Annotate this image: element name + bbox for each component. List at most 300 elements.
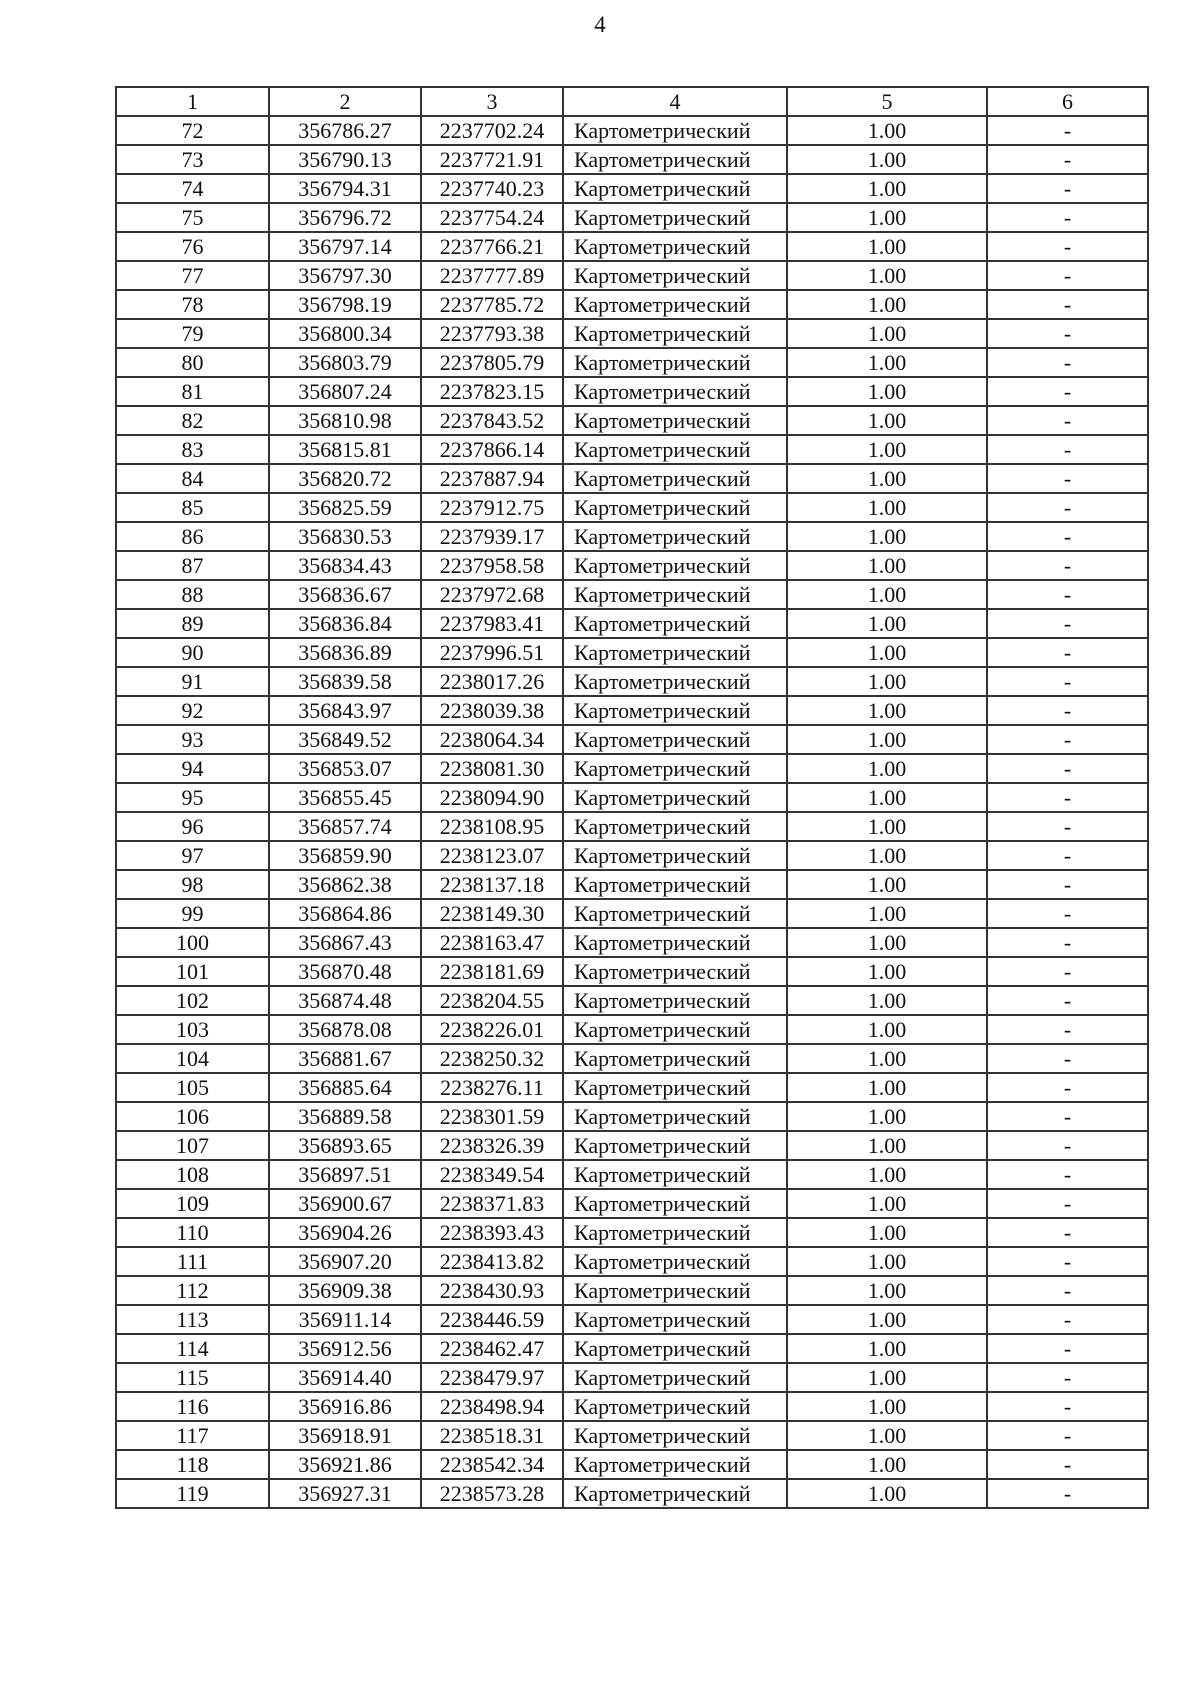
cell-method: Картометрический xyxy=(563,986,787,1015)
cell-y-coordinate: 2237843.52 xyxy=(421,406,563,435)
cell-note: - xyxy=(987,812,1148,841)
cell-x-coordinate: 356859.90 xyxy=(269,841,421,870)
cell-x-coordinate: 356810.98 xyxy=(269,406,421,435)
cell-accuracy: 1.00 xyxy=(787,841,987,870)
cell-method: Картометрический xyxy=(563,1276,787,1305)
cell-x-coordinate: 356797.30 xyxy=(269,261,421,290)
cell-accuracy: 1.00 xyxy=(787,899,987,928)
cell-note: - xyxy=(987,290,1148,319)
cell-y-coordinate: 2238017.26 xyxy=(421,667,563,696)
cell-note: - xyxy=(987,754,1148,783)
cell-note: - xyxy=(987,899,1148,928)
table-row xyxy=(116,1189,1148,1218)
cell-accuracy: 1.00 xyxy=(787,1305,987,1334)
table-row xyxy=(116,725,1148,754)
cell-point-number: 74 xyxy=(116,174,269,203)
cell-note: - xyxy=(987,957,1148,986)
cell-x-coordinate: 356834.43 xyxy=(269,551,421,580)
cell-note: - xyxy=(987,1218,1148,1247)
table-row xyxy=(116,464,1148,493)
cell-method: Картометрический xyxy=(563,406,787,435)
cell-method: Картометрический xyxy=(563,145,787,174)
cell-method: Картометрический xyxy=(563,841,787,870)
cell-y-coordinate: 2237793.38 xyxy=(421,319,563,348)
cell-x-coordinate: 356864.86 xyxy=(269,899,421,928)
table-row xyxy=(116,1305,1148,1334)
table-row xyxy=(116,348,1148,377)
cell-note: - xyxy=(987,1102,1148,1131)
cell-note: - xyxy=(987,261,1148,290)
table-row xyxy=(116,754,1148,783)
cell-x-coordinate: 356862.38 xyxy=(269,870,421,899)
cell-x-coordinate: 356927.31 xyxy=(269,1479,421,1508)
cell-y-coordinate: 2238163.47 xyxy=(421,928,563,957)
table-row xyxy=(116,667,1148,696)
table-row xyxy=(116,1073,1148,1102)
table-row xyxy=(116,377,1148,406)
cell-point-number: 116 xyxy=(116,1392,269,1421)
cell-note: - xyxy=(987,1276,1148,1305)
table-row xyxy=(116,1015,1148,1044)
cell-y-coordinate: 2238250.32 xyxy=(421,1044,563,1073)
cell-x-coordinate: 356836.89 xyxy=(269,638,421,667)
cell-x-coordinate: 356853.07 xyxy=(269,754,421,783)
cell-accuracy: 1.00 xyxy=(787,1392,987,1421)
cell-accuracy: 1.00 xyxy=(787,1334,987,1363)
cell-accuracy: 1.00 xyxy=(787,319,987,348)
cell-method: Картометрический xyxy=(563,116,787,145)
cell-x-coordinate: 356889.58 xyxy=(269,1102,421,1131)
cell-note: - xyxy=(987,1392,1148,1421)
cell-note: - xyxy=(987,870,1148,899)
cell-y-coordinate: 2238149.30 xyxy=(421,899,563,928)
cell-point-number: 75 xyxy=(116,203,269,232)
cell-accuracy: 1.00 xyxy=(787,1218,987,1247)
cell-method: Картометрический xyxy=(563,464,787,493)
cell-accuracy: 1.00 xyxy=(787,551,987,580)
cell-method: Картометрический xyxy=(563,1015,787,1044)
cell-accuracy: 1.00 xyxy=(787,406,987,435)
table-row xyxy=(116,841,1148,870)
cell-x-coordinate: 356836.84 xyxy=(269,609,421,638)
cell-method: Картометрический xyxy=(563,493,787,522)
column-header-2: 2 xyxy=(269,87,421,116)
table-row xyxy=(116,1479,1148,1508)
table-row xyxy=(116,522,1148,551)
cell-note: - xyxy=(987,1044,1148,1073)
table-row xyxy=(116,290,1148,319)
cell-point-number: 90 xyxy=(116,638,269,667)
table-row xyxy=(116,203,1148,232)
cell-method: Картометрический xyxy=(563,1363,787,1392)
cell-point-number: 98 xyxy=(116,870,269,899)
table-row xyxy=(116,1102,1148,1131)
cell-x-coordinate: 356836.67 xyxy=(269,580,421,609)
cell-point-number: 97 xyxy=(116,841,269,870)
cell-accuracy: 1.00 xyxy=(787,435,987,464)
table-row xyxy=(116,232,1148,261)
cell-method: Картометрический xyxy=(563,1450,787,1479)
cell-x-coordinate: 356921.86 xyxy=(269,1450,421,1479)
cell-y-coordinate: 2237766.21 xyxy=(421,232,563,261)
cell-accuracy: 1.00 xyxy=(787,725,987,754)
cell-point-number: 105 xyxy=(116,1073,269,1102)
cell-method: Картометрический xyxy=(563,1131,787,1160)
cell-y-coordinate: 2238349.54 xyxy=(421,1160,563,1189)
cell-y-coordinate: 2237805.79 xyxy=(421,348,563,377)
cell-point-number: 94 xyxy=(116,754,269,783)
table-row xyxy=(116,1421,1148,1450)
cell-accuracy: 1.00 xyxy=(787,116,987,145)
cell-note: - xyxy=(987,174,1148,203)
table-row xyxy=(116,986,1148,1015)
cell-x-coordinate: 356855.45 xyxy=(269,783,421,812)
cell-y-coordinate: 2238301.59 xyxy=(421,1102,563,1131)
cell-accuracy: 1.00 xyxy=(787,783,987,812)
header-row xyxy=(116,87,1148,116)
cell-point-number: 107 xyxy=(116,1131,269,1160)
cell-note: - xyxy=(987,1015,1148,1044)
cell-y-coordinate: 2238064.34 xyxy=(421,725,563,754)
cell-method: Картометрический xyxy=(563,1073,787,1102)
cell-point-number: 115 xyxy=(116,1363,269,1392)
cell-note: - xyxy=(987,638,1148,667)
table-row xyxy=(116,1363,1148,1392)
cell-y-coordinate: 2238518.31 xyxy=(421,1421,563,1450)
cell-x-coordinate: 356830.53 xyxy=(269,522,421,551)
cell-method: Картометрический xyxy=(563,1247,787,1276)
cell-point-number: 101 xyxy=(116,957,269,986)
cell-point-number: 78 xyxy=(116,290,269,319)
cell-method: Картометрический xyxy=(563,928,787,957)
table-row xyxy=(116,580,1148,609)
cell-x-coordinate: 356786.27 xyxy=(269,116,421,145)
cell-accuracy: 1.00 xyxy=(787,1450,987,1479)
cell-x-coordinate: 356897.51 xyxy=(269,1160,421,1189)
cell-x-coordinate: 356820.72 xyxy=(269,464,421,493)
cell-note: - xyxy=(987,1363,1148,1392)
cell-point-number: 103 xyxy=(116,1015,269,1044)
cell-note: - xyxy=(987,1450,1148,1479)
cell-accuracy: 1.00 xyxy=(787,203,987,232)
cell-point-number: 106 xyxy=(116,1102,269,1131)
cell-accuracy: 1.00 xyxy=(787,1363,987,1392)
cell-note: - xyxy=(987,725,1148,754)
cell-point-number: 100 xyxy=(116,928,269,957)
cell-y-coordinate: 2238137.18 xyxy=(421,870,563,899)
cell-x-coordinate: 356807.24 xyxy=(269,377,421,406)
cell-note: - xyxy=(987,551,1148,580)
cell-point-number: 88 xyxy=(116,580,269,609)
cell-y-coordinate: 2238462.47 xyxy=(421,1334,563,1363)
cell-method: Картометрический xyxy=(563,754,787,783)
cell-point-number: 95 xyxy=(116,783,269,812)
cell-y-coordinate: 2238446.59 xyxy=(421,1305,563,1334)
cell-point-number: 99 xyxy=(116,899,269,928)
cell-accuracy: 1.00 xyxy=(787,696,987,725)
cell-method: Картометрический xyxy=(563,290,787,319)
page-number: 4 xyxy=(594,12,606,37)
cell-note: - xyxy=(987,203,1148,232)
cell-point-number: 82 xyxy=(116,406,269,435)
cell-accuracy: 1.00 xyxy=(787,1131,987,1160)
cell-point-number: 72 xyxy=(116,116,269,145)
cell-x-coordinate: 356815.81 xyxy=(269,435,421,464)
cell-x-coordinate: 356916.86 xyxy=(269,1392,421,1421)
cell-point-number: 79 xyxy=(116,319,269,348)
column-header-4: 4 xyxy=(563,87,787,116)
cell-accuracy: 1.00 xyxy=(787,145,987,174)
cell-accuracy: 1.00 xyxy=(787,1160,987,1189)
cell-y-coordinate: 2237754.24 xyxy=(421,203,563,232)
cell-method: Картометрический xyxy=(563,377,787,406)
cell-method: Картометрический xyxy=(563,957,787,986)
table-row xyxy=(116,1392,1148,1421)
cell-method: Картометрический xyxy=(563,348,787,377)
cell-note: - xyxy=(987,1334,1148,1363)
cell-method: Картометрический xyxy=(563,667,787,696)
cell-x-coordinate: 356881.67 xyxy=(269,1044,421,1073)
cell-note: - xyxy=(987,145,1148,174)
cell-method: Картометрический xyxy=(563,261,787,290)
cell-method: Картометрический xyxy=(563,1305,787,1334)
cell-y-coordinate: 2237785.72 xyxy=(421,290,563,319)
table-row xyxy=(116,116,1148,145)
cell-method: Картометрический xyxy=(563,319,787,348)
cell-accuracy: 1.00 xyxy=(787,261,987,290)
cell-note: - xyxy=(987,1421,1148,1450)
table-header xyxy=(116,87,1148,116)
cell-accuracy: 1.00 xyxy=(787,580,987,609)
cell-note: - xyxy=(987,667,1148,696)
cell-point-number: 80 xyxy=(116,348,269,377)
table-row xyxy=(116,1334,1148,1363)
cell-method: Картометрический xyxy=(563,870,787,899)
table-row xyxy=(116,261,1148,290)
cell-method: Картометрический xyxy=(563,1160,787,1189)
cell-note: - xyxy=(987,493,1148,522)
cell-x-coordinate: 356911.14 xyxy=(269,1305,421,1334)
cell-point-number: 102 xyxy=(116,986,269,1015)
cell-y-coordinate: 2238204.55 xyxy=(421,986,563,1015)
table-row xyxy=(116,1247,1148,1276)
cell-point-number: 118 xyxy=(116,1450,269,1479)
cell-method: Картометрический xyxy=(563,1334,787,1363)
cell-method: Картометрический xyxy=(563,580,787,609)
cell-y-coordinate: 2238498.94 xyxy=(421,1392,563,1421)
cell-y-coordinate: 2238393.43 xyxy=(421,1218,563,1247)
cell-x-coordinate: 356885.64 xyxy=(269,1073,421,1102)
cell-x-coordinate: 356803.79 xyxy=(269,348,421,377)
cell-x-coordinate: 356912.56 xyxy=(269,1334,421,1363)
cell-method: Картометрический xyxy=(563,1102,787,1131)
cell-accuracy: 1.00 xyxy=(787,609,987,638)
cell-accuracy: 1.00 xyxy=(787,464,987,493)
table-body xyxy=(116,116,1148,1508)
cell-method: Картометрический xyxy=(563,638,787,667)
cell-point-number: 91 xyxy=(116,667,269,696)
table-row xyxy=(116,870,1148,899)
cell-note: - xyxy=(987,1131,1148,1160)
cell-y-coordinate: 2238181.69 xyxy=(421,957,563,986)
cell-method: Картометрический xyxy=(563,1421,787,1450)
cell-note: - xyxy=(987,1160,1148,1189)
cell-accuracy: 1.00 xyxy=(787,754,987,783)
cell-x-coordinate: 356794.31 xyxy=(269,174,421,203)
cell-note: - xyxy=(987,377,1148,406)
cell-y-coordinate: 2238413.82 xyxy=(421,1247,563,1276)
cell-x-coordinate: 356843.97 xyxy=(269,696,421,725)
cell-point-number: 96 xyxy=(116,812,269,841)
cell-x-coordinate: 356878.08 xyxy=(269,1015,421,1044)
cell-accuracy: 1.00 xyxy=(787,638,987,667)
column-header-1: 1 xyxy=(116,87,269,116)
cell-y-coordinate: 2237939.17 xyxy=(421,522,563,551)
cell-accuracy: 1.00 xyxy=(787,522,987,551)
column-header-6: 6 xyxy=(987,87,1148,116)
cell-x-coordinate: 356893.65 xyxy=(269,1131,421,1160)
cell-note: - xyxy=(987,580,1148,609)
cell-note: - xyxy=(987,232,1148,261)
cell-y-coordinate: 2238276.11 xyxy=(421,1073,563,1102)
table-row xyxy=(116,638,1148,667)
cell-point-number: 83 xyxy=(116,435,269,464)
cell-point-number: 111 xyxy=(116,1247,269,1276)
cell-method: Картометрический xyxy=(563,725,787,754)
cell-x-coordinate: 356867.43 xyxy=(269,928,421,957)
cell-y-coordinate: 2238326.39 xyxy=(421,1131,563,1160)
cell-method: Картометрический xyxy=(563,203,787,232)
cell-y-coordinate: 2237702.24 xyxy=(421,116,563,145)
table-row xyxy=(116,812,1148,841)
cell-y-coordinate: 2237912.75 xyxy=(421,493,563,522)
cell-method: Картометрический xyxy=(563,696,787,725)
cell-accuracy: 1.00 xyxy=(787,1276,987,1305)
column-header-5: 5 xyxy=(787,87,987,116)
cell-point-number: 119 xyxy=(116,1479,269,1508)
cell-accuracy: 1.00 xyxy=(787,667,987,696)
cell-note: - xyxy=(987,1073,1148,1102)
cell-x-coordinate: 356790.13 xyxy=(269,145,421,174)
table-row xyxy=(116,1044,1148,1073)
cell-method: Картометрический xyxy=(563,812,787,841)
table-row xyxy=(116,406,1148,435)
cell-note: - xyxy=(987,609,1148,638)
cell-y-coordinate: 2238108.95 xyxy=(421,812,563,841)
cell-method: Картометрический xyxy=(563,899,787,928)
cell-accuracy: 1.00 xyxy=(787,1073,987,1102)
cell-point-number: 86 xyxy=(116,522,269,551)
cell-method: Картометрический xyxy=(563,522,787,551)
cell-point-number: 114 xyxy=(116,1334,269,1363)
cell-accuracy: 1.00 xyxy=(787,174,987,203)
cell-point-number: 109 xyxy=(116,1189,269,1218)
cell-note: - xyxy=(987,464,1148,493)
cell-y-coordinate: 2237996.51 xyxy=(421,638,563,667)
cell-x-coordinate: 356825.59 xyxy=(269,493,421,522)
cell-y-coordinate: 2237958.58 xyxy=(421,551,563,580)
cell-note: - xyxy=(987,1305,1148,1334)
cell-x-coordinate: 356914.40 xyxy=(269,1363,421,1392)
cell-note: - xyxy=(987,1189,1148,1218)
cell-x-coordinate: 356800.34 xyxy=(269,319,421,348)
table-row xyxy=(116,493,1148,522)
cell-x-coordinate: 356900.67 xyxy=(269,1189,421,1218)
table-row xyxy=(116,1160,1148,1189)
cell-accuracy: 1.00 xyxy=(787,377,987,406)
cell-note: - xyxy=(987,1247,1148,1276)
cell-point-number: 85 xyxy=(116,493,269,522)
cell-note: - xyxy=(987,116,1148,145)
table-row xyxy=(116,435,1148,464)
cell-y-coordinate: 2238081.30 xyxy=(421,754,563,783)
cell-method: Картометрический xyxy=(563,1218,787,1247)
cell-y-coordinate: 2237983.41 xyxy=(421,609,563,638)
cell-accuracy: 1.00 xyxy=(787,1247,987,1276)
cell-point-number: 104 xyxy=(116,1044,269,1073)
cell-accuracy: 1.00 xyxy=(787,812,987,841)
cell-point-number: 81 xyxy=(116,377,269,406)
cell-accuracy: 1.00 xyxy=(787,1189,987,1218)
cell-x-coordinate: 356796.72 xyxy=(269,203,421,232)
cell-note: - xyxy=(987,522,1148,551)
cell-accuracy: 1.00 xyxy=(787,1479,987,1508)
coordinates-table xyxy=(115,86,1149,1509)
cell-y-coordinate: 2237887.94 xyxy=(421,464,563,493)
cell-point-number: 73 xyxy=(116,145,269,174)
cell-method: Картометрический xyxy=(563,783,787,812)
cell-y-coordinate: 2238371.83 xyxy=(421,1189,563,1218)
cell-y-coordinate: 2238094.90 xyxy=(421,783,563,812)
cell-point-number: 77 xyxy=(116,261,269,290)
cell-y-coordinate: 2237740.23 xyxy=(421,174,563,203)
cell-note: - xyxy=(987,348,1148,377)
cell-accuracy: 1.00 xyxy=(787,290,987,319)
cell-point-number: 92 xyxy=(116,696,269,725)
table-row xyxy=(116,1276,1148,1305)
cell-point-number: 113 xyxy=(116,1305,269,1334)
cell-note: - xyxy=(987,696,1148,725)
cell-point-number: 108 xyxy=(116,1160,269,1189)
cell-x-coordinate: 356909.38 xyxy=(269,1276,421,1305)
cell-y-coordinate: 2238542.34 xyxy=(421,1450,563,1479)
cell-x-coordinate: 356870.48 xyxy=(269,957,421,986)
cell-y-coordinate: 2238123.07 xyxy=(421,841,563,870)
cell-accuracy: 1.00 xyxy=(787,493,987,522)
cell-y-coordinate: 2237972.68 xyxy=(421,580,563,609)
cell-y-coordinate: 2238226.01 xyxy=(421,1015,563,1044)
cell-accuracy: 1.00 xyxy=(787,348,987,377)
cell-y-coordinate: 2237721.91 xyxy=(421,145,563,174)
cell-y-coordinate: 2237823.15 xyxy=(421,377,563,406)
table-row xyxy=(116,609,1148,638)
cell-x-coordinate: 356839.58 xyxy=(269,667,421,696)
table-row xyxy=(116,957,1148,986)
cell-y-coordinate: 2238039.38 xyxy=(421,696,563,725)
cell-method: Картометрический xyxy=(563,435,787,464)
cell-method: Картометрический xyxy=(563,1044,787,1073)
cell-point-number: 110 xyxy=(116,1218,269,1247)
cell-point-number: 87 xyxy=(116,551,269,580)
cell-accuracy: 1.00 xyxy=(787,1421,987,1450)
cell-method: Картометрический xyxy=(563,551,787,580)
cell-x-coordinate: 356797.14 xyxy=(269,232,421,261)
cell-x-coordinate: 356874.48 xyxy=(269,986,421,1015)
cell-note: - xyxy=(987,406,1148,435)
cell-note: - xyxy=(987,319,1148,348)
cell-note: - xyxy=(987,928,1148,957)
cell-point-number: 89 xyxy=(116,609,269,638)
